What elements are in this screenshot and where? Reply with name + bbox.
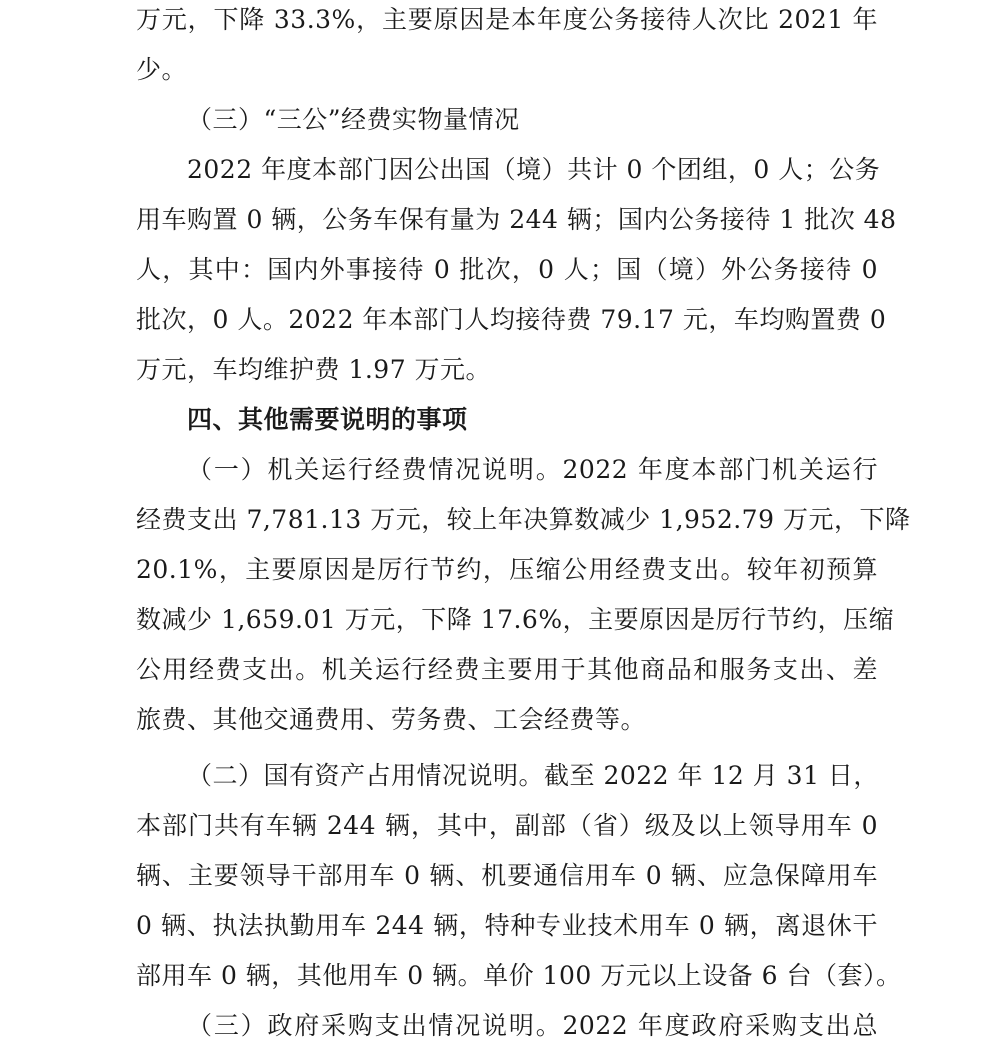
paragraph-line: 公用经费支出。机关运行经费主要用于其他商品和服务支出、差	[136, 655, 878, 684]
paragraph-line: 部用车 0 辆，其他用车 0 辆。单价 100 万元以上设备 6 台（套）。	[136, 961, 902, 990]
paragraph-line: 2022 年度本部门因公出国（境）共计 0 个团组，0 人；公务	[187, 155, 881, 184]
paragraph-line: （三）政府采购支出情况说明。2022 年度政府采购支出总	[187, 1011, 878, 1040]
paragraph-line: 本部门共有车辆 244 辆，其中，副部（省）级及以上领导用车 0	[136, 811, 878, 840]
paragraph-line: 用车购置 0 辆，公务车保有量为 244 辆；国内公务接待 1 批次 48	[136, 205, 897, 234]
paragraph-line: 少。	[136, 55, 188, 84]
paragraph-line: 数减少 1,659.01 万元，下降 17.6%，主要原因是厉行节约，压缩	[136, 605, 895, 634]
paragraph-line: 批次，0 人。2022 年本部门人均接待费 79.17 元，车均购置费 0	[136, 305, 887, 334]
paragraph-line: 旅费、其他交通费用、劳务费、工会经费等。	[136, 705, 647, 734]
paragraph-line: 0 辆、执法执勤用车 244 辆，特种专业技术用车 0 辆，离退休干	[136, 911, 878, 940]
section-heading: 四、其他需要说明的事项	[187, 405, 468, 434]
paragraph-line: （一）机关运行经费情况说明。2022 年度本部门机关运行	[187, 455, 878, 484]
paragraph-line: （二）国有资产占用情况说明。截至 2022 年 12 月 31 日，	[187, 761, 879, 790]
paragraph-line: 人，其中：国内外事接待 0 批次，0 人；国（境）外公务接待 0	[136, 255, 878, 284]
paragraph-line: 经费支出 7,781.13 万元，较上年决算数减少 1,952.79 万元，下降	[136, 505, 911, 534]
paragraph-line: 万元，下降 33.3%，主要原因是本年度公务接待人次比 2021 年	[136, 5, 878, 34]
paragraph-line: 辆、主要领导干部用车 0 辆、机要通信用车 0 辆、应急保障用车	[136, 861, 878, 890]
section-subheading: （三）“三公”经费实物量情况	[187, 105, 520, 134]
paragraph-line: 万元，车均维护费 1.97 万元。	[136, 355, 492, 384]
paragraph-line: 20.1%，主要原因是厉行节约，压缩公用经费支出。较年初预算	[136, 555, 878, 584]
